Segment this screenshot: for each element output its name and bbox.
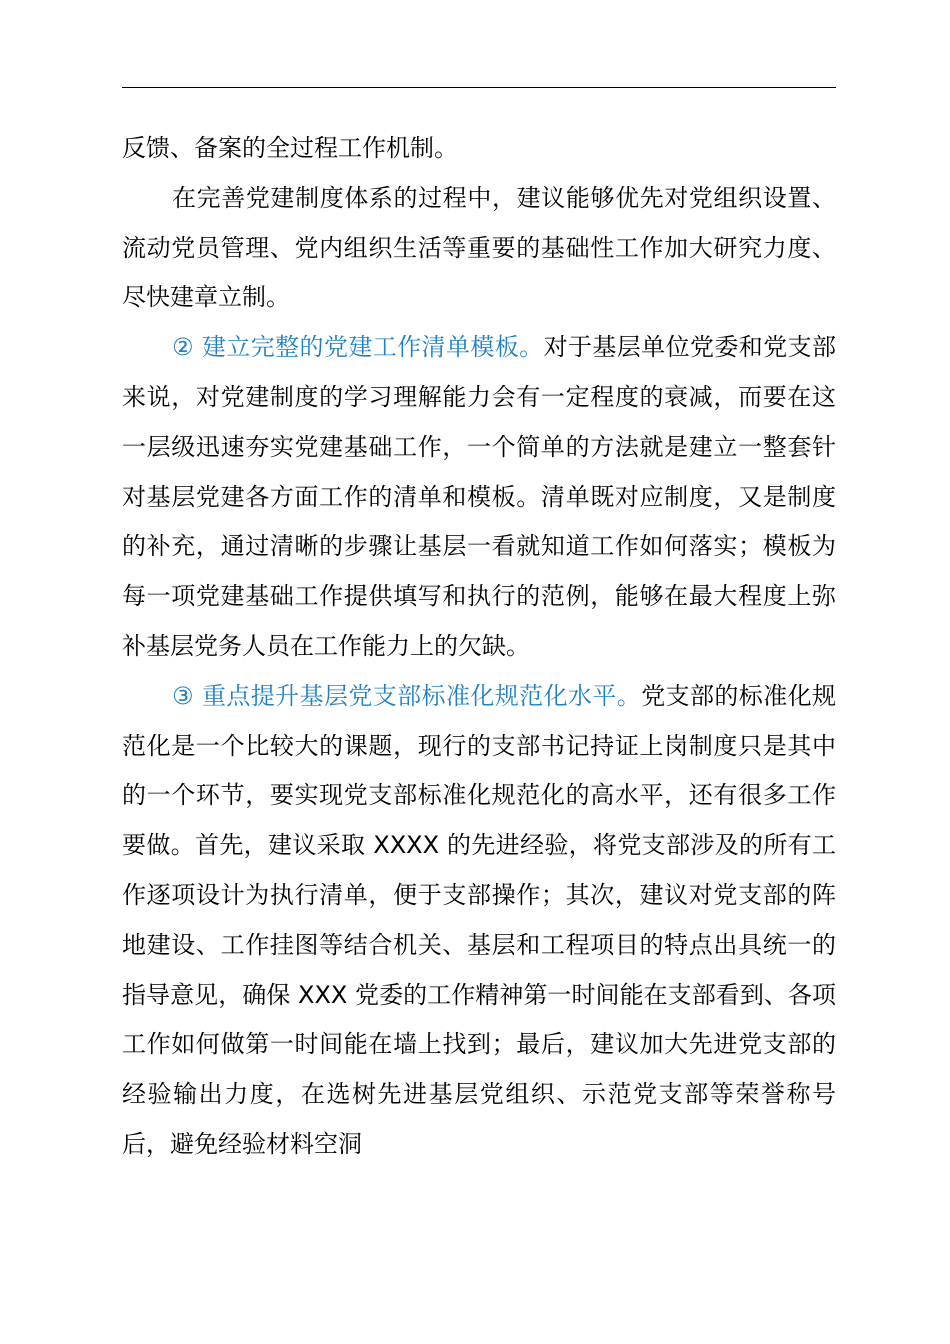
heading-checklist-template: ② 建立完整的党建工作清单模板。 (172, 333, 544, 362)
header-rule (122, 87, 836, 88)
body-checklist-template: 对于基层单位党委和党支部来说，对党建制度的学习理解能力会有一定程度的衰减，而要在这一层级迅速夯实党建基础工作，一个简单的方法就是建立一整套针对基层党建各方面工作的清单和模板。清单既对应制度，又是制度的补充，通过清晰的步骤让基层一看就知道工作如何落实；模板为每一项党建基础工作提供填写和执行的范例，能够在最大程度上弥补基层党务人员在工作能力上的欠缺。 (122, 333, 836, 660)
paragraph-system-building: 在完善党建制度体系的过程中，建议能够优先对党组织设置、流动党员管理、党内组织生活等重要的基础性工作加大研究力度、尽快建章立制。 (122, 183, 836, 312)
paragraph-continuation: 反馈、备案的全过程工作机制。 (122, 134, 458, 162)
heading-standardization: ③ 重点提升基层党支部标准化规范化水平。 (172, 681, 642, 710)
paragraph-checklist-template (122, 323, 836, 672)
paragraph-standardization (122, 672, 836, 1170)
document-body (122, 124, 836, 1170)
body-standardization: 党支部的标准化规范化是一个比较大的课题，现行的支部书记持证上岗制度只是其中的一个环节，要实现党支部标准化规范化的高水平，还有很多工作要做。首先，建议采取 XXXX 的先进经验，将党支部涉及的所有工作逐项设计为执行清单，便于支部操作；其次，建议对党支部的阵地建设、工作挂图等结合机关、基层和工程项目的特点出具统一的指导意见，确保 XXX 党委的工作精神第一时间能在支部看到、各项工作如何做第一时间能在墙上找到；最后，建议加大先进党支部的经验输出力度，在选树先进基层党组织、示范党支部等荣誉称号后，避免经验材料空洞 (122, 681, 836, 1158)
